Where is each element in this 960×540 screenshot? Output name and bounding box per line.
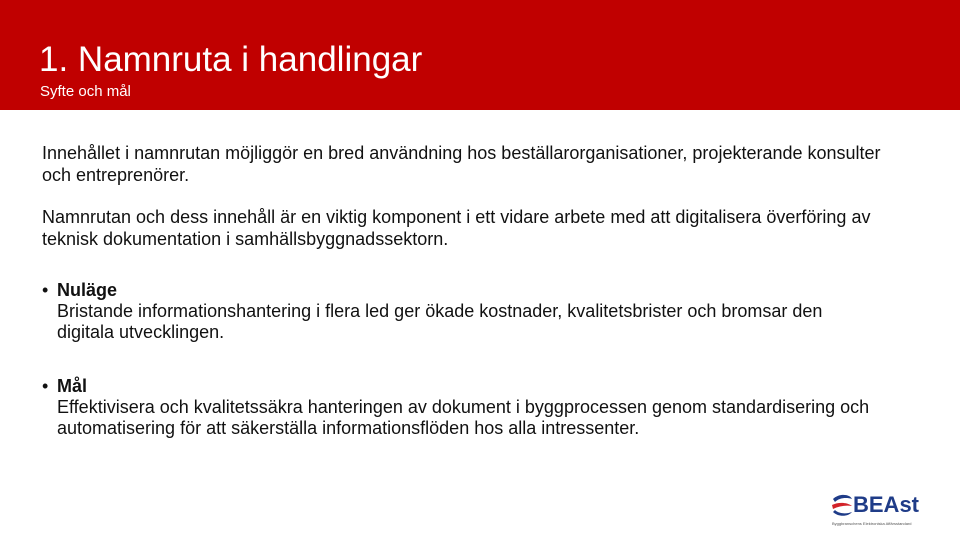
title-banner <box>0 0 960 110</box>
context-paragraph: Namnrutan och dess innehåll är en viktig komponent i ett vidare arbete med att digitalisera överföring av teknisk dokumentation i samhällsbyggnadssektorn. <box>42 207 871 249</box>
bullet-current-state <box>42 280 882 343</box>
logo-wordmark: BEAst <box>853 492 920 517</box>
bullet-marker: • <box>42 280 49 300</box>
bullet-marker: • <box>42 376 49 396</box>
slide-title: 1. Namnruta i handlingar <box>39 40 423 79</box>
bullet-title: Mål <box>57 376 88 396</box>
bullet-goal <box>42 376 882 439</box>
logo-tagline: Byggbranschens Elektroniska Affärsstandard <box>832 521 912 526</box>
bullet-title: Nuläge <box>57 280 118 300</box>
bullet-text: Effektivisera och kvalitetssäkra hanteringen av dokument i byggprocessen genom standardisering och automatisering för att säkerställa informationsflöden hos alla intressenter. <box>57 397 870 438</box>
beast-logo <box>830 493 930 529</box>
slide-subtitle: Syfte och mål <box>40 83 131 100</box>
beast-swoosh-icon <box>830 493 854 521</box>
bullet-text: Bristande informationshantering i flera led ger ökade kostnader, kvalitetsbrister och bromsar den digitala utvecklingen. <box>57 301 823 342</box>
intro-paragraph: Innehållet i namnrutan möjliggör en bred användning hos beställarorganisationer, projekterande konsulter och entreprenörer. <box>42 143 881 185</box>
